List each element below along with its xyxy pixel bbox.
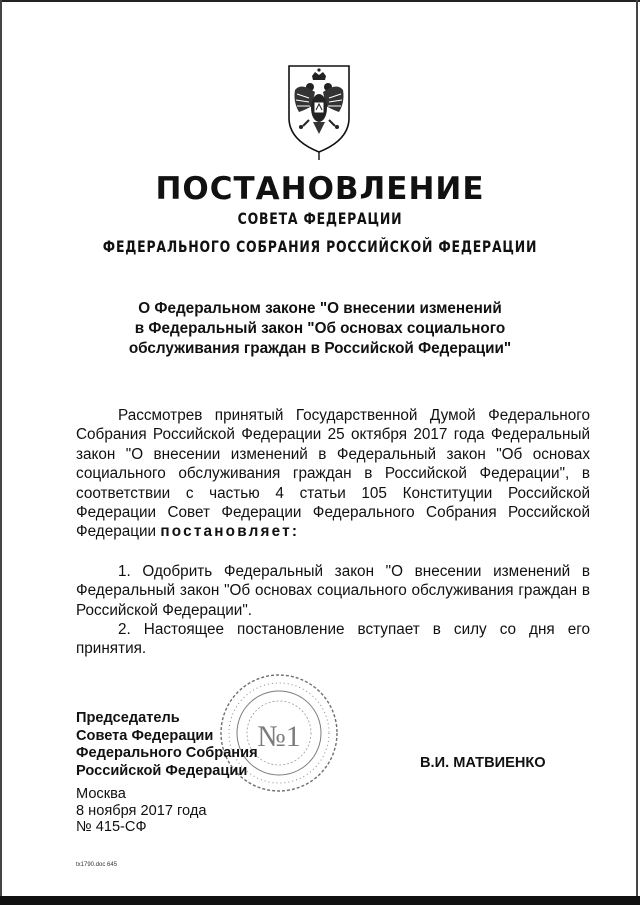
page-border-right bbox=[636, 0, 638, 905]
signatory-position bbox=[76, 710, 258, 780]
main-paragraph bbox=[76, 406, 590, 542]
resolution-item-2 bbox=[76, 620, 590, 659]
stamp-number: №1 bbox=[257, 720, 301, 753]
coat-of-arms-icon bbox=[279, 60, 359, 160]
document-place-date bbox=[76, 786, 206, 836]
subject-line: в Федеральный закон "Об основах социального bbox=[134, 320, 506, 337]
subject-line: обслуживания граждан в Российской Федерации" bbox=[128, 340, 512, 357]
document-title: ПОСТАНОВЛЕНИЕ bbox=[155, 171, 485, 207]
document-number: № 415-СФ bbox=[76, 819, 147, 835]
main-paragraph-text: Рассмотрев принятый Государственной Думой Федерального Собрания Российской Федерации 25 октября 2017 года Федеральный закон "О внесении изменений в Федеральный закон "Об основах социального обслуживания граждан в Российской Федерации", в соответствии с частью 4 статьи 105 Конституции Российской Федерации Совет Федерации Федерального Собрания Российской Федерации bbox=[76, 407, 590, 541]
document-date: 8 ноября 2017 года bbox=[76, 802, 207, 819]
resolution-item-1-text: 1. Одобрить Федеральный закон "О внесении изменений в Федеральный закон "Об основах социального обслуживания граждан в Российской Федерации". bbox=[76, 563, 590, 619]
resolution-item-2-text: 2. Настоящее постановление вступает в силу со дня его принятия. bbox=[76, 621, 590, 658]
resolution-item-1 bbox=[76, 562, 590, 620]
subject-line: О Федеральном законе "О внесении изменений bbox=[138, 300, 502, 317]
signatory-name: В.И. МАТВИЕНКО bbox=[420, 755, 546, 771]
page-border-bottom bbox=[0, 896, 640, 905]
signatory-position-line: Федерального Собрания bbox=[76, 745, 258, 761]
page-border-left bbox=[0, 0, 2, 905]
file-code: tx1790.doc 645 bbox=[76, 862, 118, 868]
document-subject bbox=[90, 299, 550, 359]
document-subtitle-line1: СОВЕТА ФЕДЕРАЦИИ bbox=[237, 209, 403, 228]
signatory-position-line: Российской Федерации bbox=[76, 762, 248, 779]
document-subtitle-line2: ФЕДЕРАЛЬНОГО СОБРАНИЯ РОССИЙСКОЙ ФЕДЕРАЦИИ bbox=[102, 237, 538, 256]
signatory-position-line: Председатель bbox=[76, 710, 180, 726]
document-city: Москва bbox=[76, 786, 126, 802]
resolution-colon: : bbox=[291, 523, 300, 541]
signatory-position-line: Совета Федерации bbox=[76, 727, 214, 744]
resolution-keyword: постановляет bbox=[160, 523, 292, 541]
page-border-top bbox=[0, 0, 640, 2]
